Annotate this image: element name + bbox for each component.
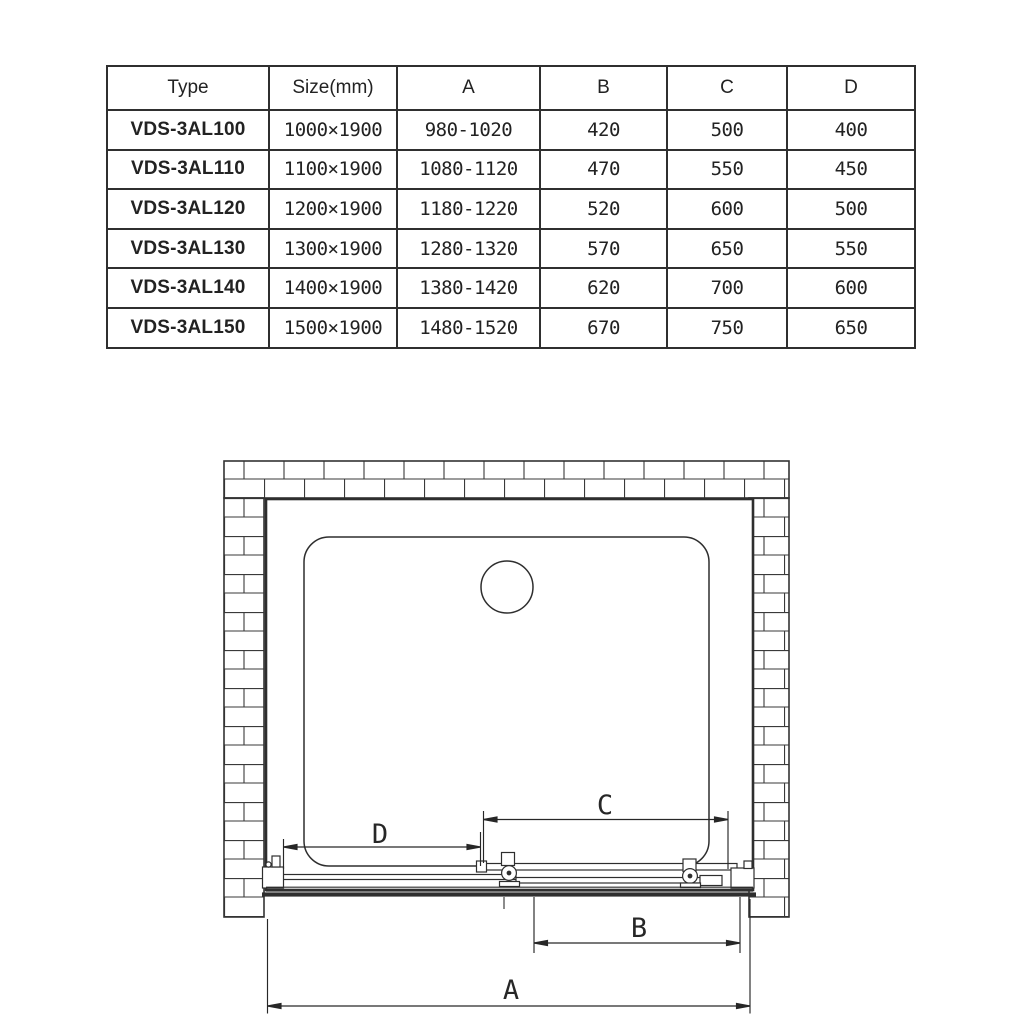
cell-d: 550 — [787, 229, 915, 269]
wall-right-column — [749, 498, 789, 917]
cell-size: 1100×1900 — [269, 150, 397, 190]
cell-size: 1400×1900 — [269, 268, 397, 308]
cell-size: 1500×1900 — [269, 308, 397, 348]
cell-type: VDS-3AL110 — [107, 150, 269, 190]
cell-c: 650 — [667, 229, 787, 269]
cell-d: 500 — [787, 189, 915, 229]
cell-a: 1080-1120 — [397, 150, 540, 190]
column-header-d: D — [787, 66, 915, 110]
guide-rail — [479, 864, 737, 871]
roller-axle — [507, 871, 511, 875]
wall-left-column — [224, 498, 264, 917]
cell-d: 650 — [787, 308, 915, 348]
column-header-b: B — [540, 66, 667, 110]
wall-top-band — [224, 461, 789, 498]
dim-label-b: B — [630, 913, 648, 944]
cell-size: 1300×1900 — [269, 229, 397, 269]
left-panel-clamp — [272, 856, 280, 867]
cell-a: 1280-1320 — [397, 229, 540, 269]
cell-b: 570 — [540, 229, 667, 269]
right-wall-profile — [731, 868, 754, 888]
cell-b: 470 — [540, 150, 667, 190]
cell-type: VDS-3AL140 — [107, 268, 269, 308]
dim-label-d: D — [371, 819, 389, 850]
left-wall-profile — [263, 867, 284, 888]
arrowhead-right — [727, 940, 741, 945]
cell-a: 1180-1220 — [397, 189, 540, 229]
dimension-b — [534, 897, 740, 953]
column-header-size: Size(mm) — [269, 66, 397, 110]
cell-c: 750 — [667, 308, 787, 348]
right-profile-bolt — [744, 861, 752, 869]
dim-label-c: C — [596, 790, 614, 821]
roller-base-plate — [500, 882, 520, 887]
cell-size: 1000×1900 — [269, 110, 397, 150]
cell-d: 600 — [787, 268, 915, 308]
cell-c: 500 — [667, 110, 787, 150]
dim-label-a: A — [502, 975, 520, 1006]
cell-type: VDS-3AL130 — [107, 229, 269, 269]
door-handle-block — [700, 876, 722, 886]
guide-rail-end-cap — [477, 861, 487, 872]
cell-c: 550 — [667, 150, 787, 190]
cell-type: VDS-3AL100 — [107, 110, 269, 150]
cell-a: 1380-1420 — [397, 268, 540, 308]
roller-axle — [688, 874, 692, 878]
enclosure-frame — [266, 499, 753, 890]
cell-d: 400 — [787, 110, 915, 150]
cell-c: 600 — [667, 189, 787, 229]
arrowhead-left — [268, 1003, 282, 1008]
dimension-a — [268, 899, 751, 1014]
cell-b: 520 — [540, 189, 667, 229]
sill-bottom-profile — [262, 892, 756, 896]
cell-type: VDS-3AL120 — [107, 189, 269, 229]
column-header-a: A — [397, 66, 540, 110]
cell-b: 670 — [540, 308, 667, 348]
cell-size: 1200×1900 — [269, 189, 397, 229]
roller-bracket — [502, 853, 515, 866]
cell-a: 1480-1520 — [397, 308, 540, 348]
fixed-panel-rail — [266, 875, 516, 880]
cell-type: VDS-3AL150 — [107, 308, 269, 348]
cell-a: 980-1020 — [397, 110, 540, 150]
cell-d: 450 — [787, 150, 915, 190]
cell-b: 420 — [540, 110, 667, 150]
column-header-type: Type — [107, 66, 269, 110]
left-profile-screw — [266, 862, 271, 867]
arrowhead-right — [737, 1003, 751, 1008]
cell-b: 620 — [540, 268, 667, 308]
cell-c: 700 — [667, 268, 787, 308]
column-header-c: C — [667, 66, 787, 110]
arrowhead-left — [534, 940, 548, 945]
